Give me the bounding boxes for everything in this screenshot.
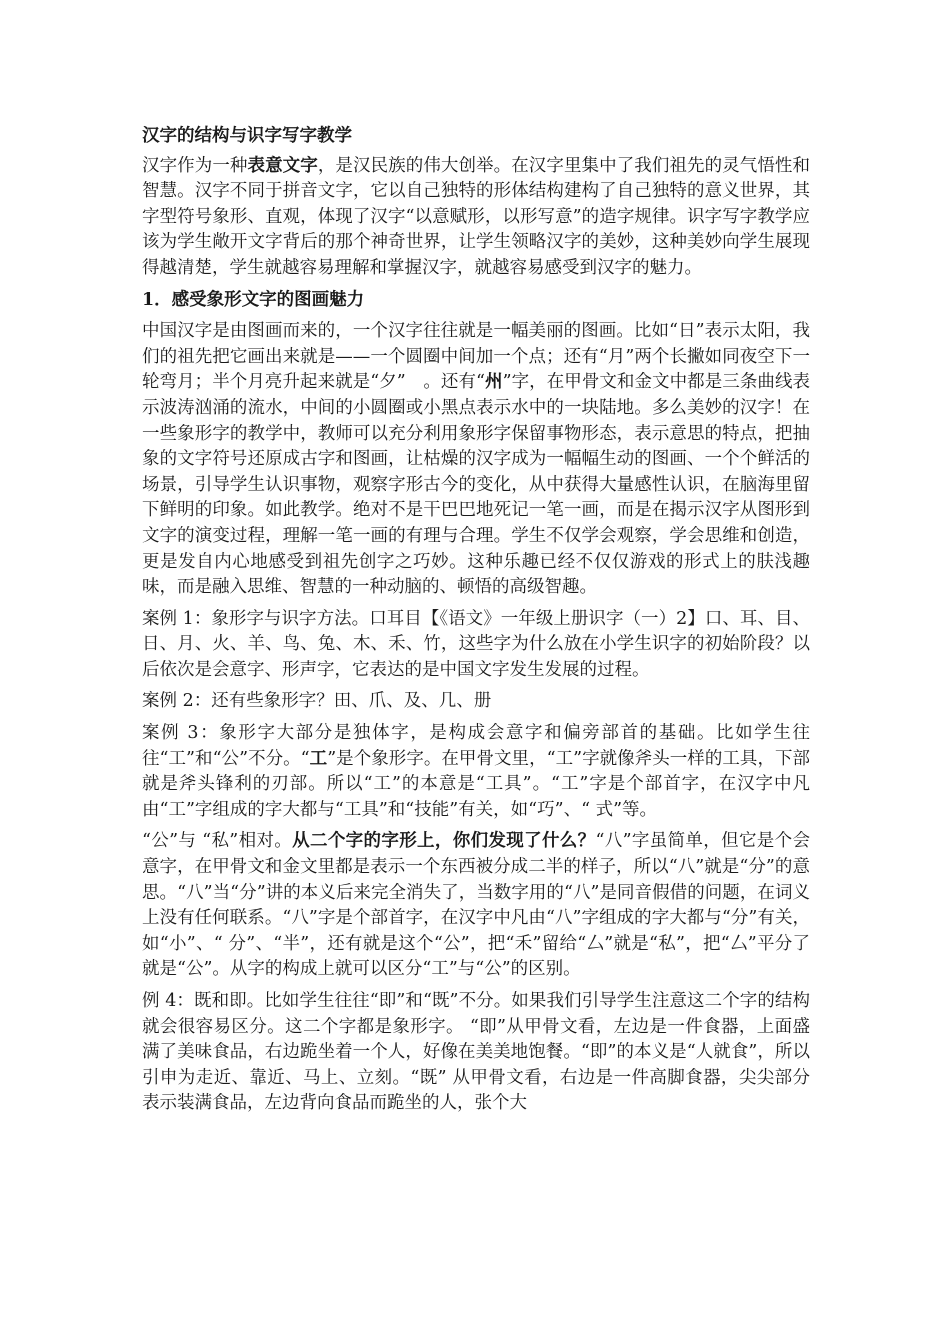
case3-text-start: 案例 3：象形字大部分是独体字，是构成会意字和偏旁部首的基础。比如学生往往“工”和“公”不分。“ (142, 723, 810, 769)
section-heading-1: 1．感受象形文字的图画魅力 (142, 289, 365, 310)
case-2-paragraph: 案例 2：还有些象形字？田、爪、及、几、册 (142, 691, 492, 712)
intro-paragraph (142, 154, 810, 282)
case-4-paragraph: 例 4：既和即。比如学生往往“即”和“既”不分。如果我们引导学生注意这二个字的结构就会很容易区分。这二个字都是象形字。 “即”从甲骨文看，左边是一件食器，上面盛满了美味食品，右边跪坐着一个人，好像在美美地饱餐。“即”的本义是“人就食”，所以引申为走近、靠近、马上、立刻。“既” 从甲骨文看，右边是一件高脚食器，尖尖部分表示装满食品，左边背向食品而跪坐的人，张个大 (142, 991, 810, 1114)
intro-bold-term: 表意文字 (247, 155, 318, 176)
case-3-paragraph (142, 721, 810, 823)
case-1-paragraph: 案例 1：象形字与识字方法。口耳目【《语文》一年级上册识字（一）2】口、耳、目、日、月、火、羊、鸟、兔、木、禾、竹，这些字为什么放在小学生识字的初始阶段？以后依次是会意字、形声字，它表达的是中国文字发生发展的过程。 (142, 608, 810, 680)
document-title: 汉字的结构与识字写字教学 (142, 126, 352, 146)
case3-text-rest: ”是个象形字。在甲骨文里，“工”字就像斧头一样的工具，下部就是斧头锋利的刃部。所以“工”的本意是“工具”。“工”字是个部首字，在汉字中凡由“工”字组成的字大都与“工具”和“技能”有关，如“巧”、“ 式”等。 (142, 748, 811, 820)
gong-si-text-start: “公”与 “私”相对。 (142, 831, 293, 852)
gong-si-paragraph (142, 829, 810, 983)
gong-si-bold-question: 从二个字的字形上，你们发现了什么？ (292, 831, 596, 852)
section1-bold-char: 州 (484, 372, 503, 393)
case3-bold-char: 工 (309, 748, 328, 769)
section1-text-start: 中国汉字是由图画而来的，一个汉字往往就是一幅美丽的图画。比如“日”表示太阳，我们的祖先把它画出来就是——一个圆圈中间加一个点；还有“月”两个长撇如同夜空下一轮弯月；半个月亮升起来就是“夕” 。还有“ (142, 321, 810, 393)
gong-si-text-rest: “八”字虽简单，但它是个会意字，在甲骨文和金文里都是表示一个东西被分成二半的样子，所以“八”就是“分”的意思。“八”当“分”讲的本义后来完全消失了，当数字用的“八”是同音假借的问题，在词义上没有任何联系。“八”字是个部首字，在汉字中凡由“八”字组成的字大都与“分”有关，如“小”、“ 分”、“半”，还有就是这个“公”，把“禾”留给“厶”就是“私”，把“厶”平分了就是“公”。从字的构成上就可以区分“工”与“公”的区别。 (142, 831, 810, 980)
intro-text-start: 汉字作为一种 (142, 155, 248, 176)
section1-paragraph (142, 319, 810, 601)
section1-text-rest: ”字，在甲骨文和金文中都是三条曲线表示波涛汹涌的流水，中间的小圆圈或小黑点表示水中的一块陆地。多么美妙的汉字！在一些象形字的教学中，教师可以充分利用象形字保留事物形态，表示意思的特点，把抽象的文字符号还原成古字和图画，让枯燥的汉字成为一幅幅生动的图画、一个个鲜活的场景，引导学生认识事物，观察字形古今的变化，从中获得大量感性认识，在脑海里留下鲜明的印象。如此教学。绝对不是干巴巴地死记一笔一画，而是在揭示汉字从图形到文字的演变过程，理解一笔一画的有理与合理。学生不仅学会观察，学会思维和创造，更是发自内心地感受到祖先创字之巧妙。这种乐趣已经不仅仅游戏的形式上的肤浅趣味，而是融入思维、智慧的一种动脑的、顿悟的高级智趣。 (142, 372, 810, 598)
intro-text-rest: ，是汉民族的伟大创举。在汉字里集中了我们祖先的灵气悟性和智慧。汉字不同于拼音文字，它以自己独特的形体结构建构了自己独特的意义世界，其字型符号象形、直观，体现了汉字“以意赋形，以形写意”的造字规律。识字写字教学应该为学生敞开文字背后的那个神奇世界，让学生领略汉字的美妙，这种美妙向学生展现得越清楚，学生就越容易理解和掌握汉字，就越容易感受到汉字的魅力。 (142, 155, 811, 278)
